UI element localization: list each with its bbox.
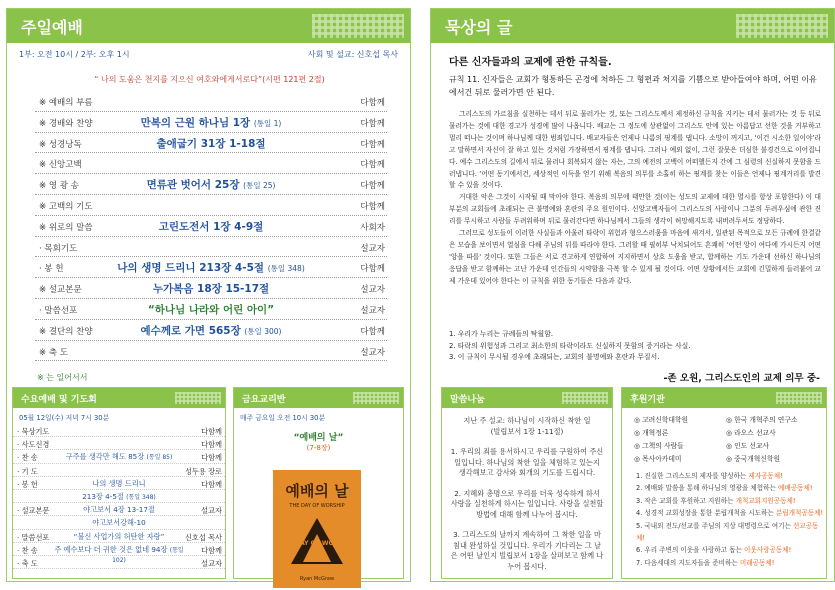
order-row [35,299,387,320]
order-row [35,257,387,278]
header-pattern [312,14,404,38]
order-item-name: ※ 축 도 [39,347,68,358]
service-times: 1부: 오전 10시 / 2부: 오후 1시 [19,50,130,59]
order-item-name: ※ 신앙고백 [39,160,82,171]
vision-item: 4. 성경적 교회성장을 통한 분립개척을 시도하는 분립개척공동체! [636,509,824,518]
vision-item: 1. 진실한 그리스도의 제자를 양성하는 제자공동체! [636,472,783,480]
last-sermon-ref: (빌립보서 1장 1-11절) [490,426,564,436]
wednesday-title: 수요예배 및 기도회 [13,388,225,408]
org-item: ◎ 라오스 선교사 [726,429,776,437]
meditation-rule: 규칙 11. 신자들은 교회가 형통하든 곤경에 처하든 그 형편과 처지를 기쁨으로 받아들여야 하며, 어떤 이유에서건 뒤로 물러가면 안 된다. [449,75,817,97]
order-row [35,216,387,237]
order-item-person: 설교자 [360,305,385,316]
order-item-name: ※ 예배의 부름 [39,98,93,108]
sharing-title: 말씀나눔 [442,388,612,408]
stand-note: ※ 는 일어서서 [37,373,88,382]
friday-class-box [233,387,404,582]
vision-item: 5. 국내외 전도/선교를 주님의 지상 대명령으로 여기는 선교공동체! [636,521,819,543]
book-cover-image: 예배의 날 THE DAY OF WORSHIP THE DAY OF WORSHIP Ryan McGraw [273,470,361,588]
list-item: 1. 우리가 누리는 규례들의 탁월함. [449,330,554,338]
book-range: (7-8장) [306,444,331,452]
org-item: ◎ 고려신학대학원 [634,416,689,424]
meditation-body [449,109,821,288]
preacher-info: 사회 및 설교: 신호섭 목사 [307,50,398,59]
org-item: ◎ 인도 선교사 [726,442,770,450]
friday-time: 매주 금요일 오전 10시 30분 [240,414,326,422]
wednesday-row: · 기 도 성두용 장로 [13,464,225,477]
order-item-person: 설교자 [360,347,385,358]
order-row [35,91,387,112]
meditation-source: -존 오원, 그리스도인의 교제 의무 중- [663,373,820,384]
meditation-paragraph: 거대한 악은 그것이 시작될 때 막아야 한다. 복음의 의무에 태만한 것(이는 성도의 교제에 대한 멸시를 항상 포함한다) 이 대부분의 교회들에 초래되는 큰 불명예와 혼란의 주요 원인이다. 신앙고백자들이 그리스도의 사랑이나 그분의 두려우심에 관한 진리를 무시하고 사람들 두려워하며 뒤로 물러간다면 하나님께서 그들의 생각이 허망해지도록 내버려두셔도 정당하다. [449,193,821,226]
order-row [35,112,387,133]
order-row [35,195,387,216]
order-item-content: 예수께로 가면 565장 (통일 300) [140,324,282,337]
wednesday-service-box [12,387,226,579]
order-item-name: ※ 설교본문 [39,285,82,296]
order-item-name: ※ 위로의 말씀 [39,222,93,233]
org-item: ◎ 한국 개혁주의 연구소 [726,416,798,424]
order-item-person: 설교자 [360,243,385,254]
sharing-question: 2. 지혜와 총명으로 우리를 더욱 성숙하게 하셔 사랑을 실천하게 하시는 일입니다. 사랑을 실천할 방법에 대해 함께 나누어 봅시다. [450,488,604,519]
order-item-person: 다함께 [360,160,385,171]
order-item-person: 다함께 [360,264,385,275]
wednesday-row: · 설교본문 야고보서 4장 13-17절 설교자 [13,503,225,516]
sharing-question: 3. 그리스도의 날까지 계속하여 그 착한 일을 마침내 완성하실 것입니다. 우리가 기다리는 그 날은 어떤 날인지 빌립보서 1장을 살펴보고 함께 나누어 봅시다. [450,530,604,571]
order-item-content: 출애굽기 31장 1-18절 [156,137,266,150]
wednesday-row: · 봉 헌 나의 생명 드리니 다함께 [13,477,225,490]
sharing-question: 1. 우리의 죄를 용서하시고 우리를 구원하여 주신 일입니다. 하나님의 착한 일을 체험하고 있는지 생각해보고 감사와 회개의 기도를 드립시다. [450,447,604,477]
supported-orgs-box [621,387,827,579]
org-item: ◎ 그책의 사람들 [634,442,684,450]
order-item-person: 설교자 [360,285,385,296]
vision-item: 6. 우리 주변의 이웃을 사랑하고 돕는 이웃사랑공동체! [636,546,792,555]
order-item-name: ※ 영 광 송 [39,181,79,192]
meditation-heading: 다른 신자들과의 교제에 관한 규칙들. [449,57,612,68]
order-item-name: ※ 성경낭독 [39,139,82,150]
meditation-paragraph: 그러므로 성도들이 이러한 사실들과 아울러 타락이 위험과 형으스러움을 마음에 새겨서, 일관된 목적으로 모든 규례에 한결같은 모습을 보이면서 열심을 다해 주님의 뒤를 따라야 한다. 그러할 때 필히부 낙치되어도 흔쾌히 ‘어떤 앙이 여다에 가시든지 어떤 '앙을 따를' 것이다. 또한 그들은 서로 견고하게 연합하여 지지하면서 상호 도움을 받고, 합께하는 기도 가운데 선하신 하나님의 응답을 받고 함께하는 고난 가운데 인간들의 시약함을 극복 할 수 있게 될 것이다. 어떤 상황에서든 교회에 긴밀하게 들러붙어 교제 가운데 있어야 한다는 이 규칙을 위한 동기들은 다음과 같다. [449,229,821,285]
meditation-paragraph: 그리스도의 가르침을 실천하는 데서 뒤로 물러가는 것, 또는 그리스도께서 제정하신 규칙을 지키는 데서 물러가는 것 등 뒤로 물러가는 것에 대한 경고가 성경에 많이 나옵니다. 배교는 그 정도에 상관없이 그리스도 안에 있는 아름답고 선한 것을 거부하고 멀리 떠나는 것이며 하나님께 대한 범죄입니다. 배교자들은 언제나 나름의 핑계를 댑니다. 소망이 꺼지고, ‘이건 시소한 일이야’라고 말하면서 자신이 잘 하고 있는 것처럼 가장하면서 핑계를 댑니다. 그러나 예외 없이, 그런 잘못은 더심한 불경건으로 이어집니다. 예수 그리스도의 길에서 뒤로 물러나 회복되지 않는 자는, 그의 예전의 고백이 어떠했든지 간에 그 심령의 신실하지 못함을 드러냅니다. ‘어떤 동기에서건, 세상적인 이득을 얻기 위해 복음의 의무를 소홀히 하는 핑계를 찾는 이들은 언제나 핑계거리를 발견할 수 있을 것이다. [449,110,821,190]
org-item: ◎ 개혁정론 [634,429,669,437]
order-item-name: ※ 고백의 기도 [39,201,93,212]
vision-item: 7. 다음세대의 지도자들을 준비하는 미래공동체! [636,558,775,567]
order-item-content: 고린도전서 1장 4-9절 [158,220,264,233]
order-item-name: ※ 경배와 찬양 [39,118,93,129]
order-item-person: 사회자 [360,222,385,233]
theme-verse: “ 나의 도움은 천지를 지으신 여호와에게서로다”(시편 121편 2절) [94,75,325,84]
order-item-name: ※ 결단의 찬양 [39,326,93,337]
wednesday-row: · 찬 송 구주를 생각만 해도 85장 (통일 85) 다함께 [13,450,225,463]
order-row [35,153,387,174]
header-pattern [736,14,828,38]
friday-title: 금요교리반 [234,388,403,408]
orgs-title: 후원기관 [622,388,826,408]
order-row [35,133,387,154]
order-item-person: 다함께 [360,139,385,150]
order-item-content: 누가복음 18장 15-17절 [152,283,270,296]
order-item-person: 다함께 [360,326,385,337]
order-item-content: “하나님 나라와 어린 아이” [147,303,275,316]
order-item-person: 다함께 [360,181,385,192]
order-item-person: 다함께 [360,201,385,212]
wednesday-row: · 축 도 설교자 [13,556,225,569]
org-list [622,408,826,470]
order-row [35,174,387,195]
order-item-person: 다함께 [360,98,385,108]
worship-header [7,9,410,43]
vision-item: 2. 예배와 말씀을 통해 하나님의 영광을 체험하는 예배공동체! [636,484,813,493]
order-item-content: 면류관 벗어서 25장 (통일 25) [146,179,276,192]
last-sermon: 지난 주 설교: 하나님이 시작하신 착한 일 [463,416,591,425]
order-item-content: 만복의 근원 하나님 1장 (통일 1) [140,116,282,129]
meditation-list [449,329,821,364]
order-item-person: 다함께 [360,118,385,129]
sharing-content [442,408,612,572]
wednesday-row: · 찬 송 주 예수보다 더 귀한 것은 없네 94장 (통일 102) 다함께 [13,543,225,556]
worship-title: 주일예배 [21,18,83,37]
order-of-worship [35,91,387,361]
wednesday-row: · 묵상기도 다함께 [13,424,225,437]
vision-list [622,470,826,569]
vision-item: 3. 작은 교회를 후원하고 지원하는 개척교회지원공동체! [636,496,796,505]
list-item: 2. 타락의 위험성과 그리고 최소한의 타락이라도 신실하지 못함의 증거라는 사실. [449,341,691,350]
order-row [35,341,387,362]
wednesday-order [13,424,225,569]
meditation-page [430,8,835,582]
order-row [35,278,387,299]
worship-page [6,8,411,582]
wednesday-row: · 사도신경 다함께 [13,437,225,450]
order-item-content: 나의 생명 드리니 213장 4-5절 (통일 348) [117,262,305,275]
org-item: ◎ 목사아카데미 [634,455,682,463]
wednesday-row: · 말씀선포 “불신 사업가의 허탄한 자랑” 신호섭 목사 [13,530,225,543]
order-row [35,320,387,341]
order-item-name: · 말씀선포 [39,305,78,316]
meditation-header [431,9,834,43]
order-row [35,237,387,258]
order-item-name: · 봉 헌 [39,264,64,275]
wednesday-time: 05월 12일(수) 저녁 7시 30분 [19,414,110,422]
book-title: “예배의 날” [293,433,344,443]
list-item: 3. 이 규칙이 무시될 경우에 초래되는, 교회의 불명예와 혼란과 무질서. [449,353,660,361]
order-item-name: · 목회기도 [39,243,78,254]
wednesday-row: 213장 4-5절 (통일 348) [13,490,225,503]
wednesday-row: 야고보서강해-10 [13,516,225,529]
org-item: ◎ 중국개혁신학원 [726,455,781,463]
sermon-sharing-box [441,387,613,579]
meditation-title: 묵상의 글 [445,18,513,37]
